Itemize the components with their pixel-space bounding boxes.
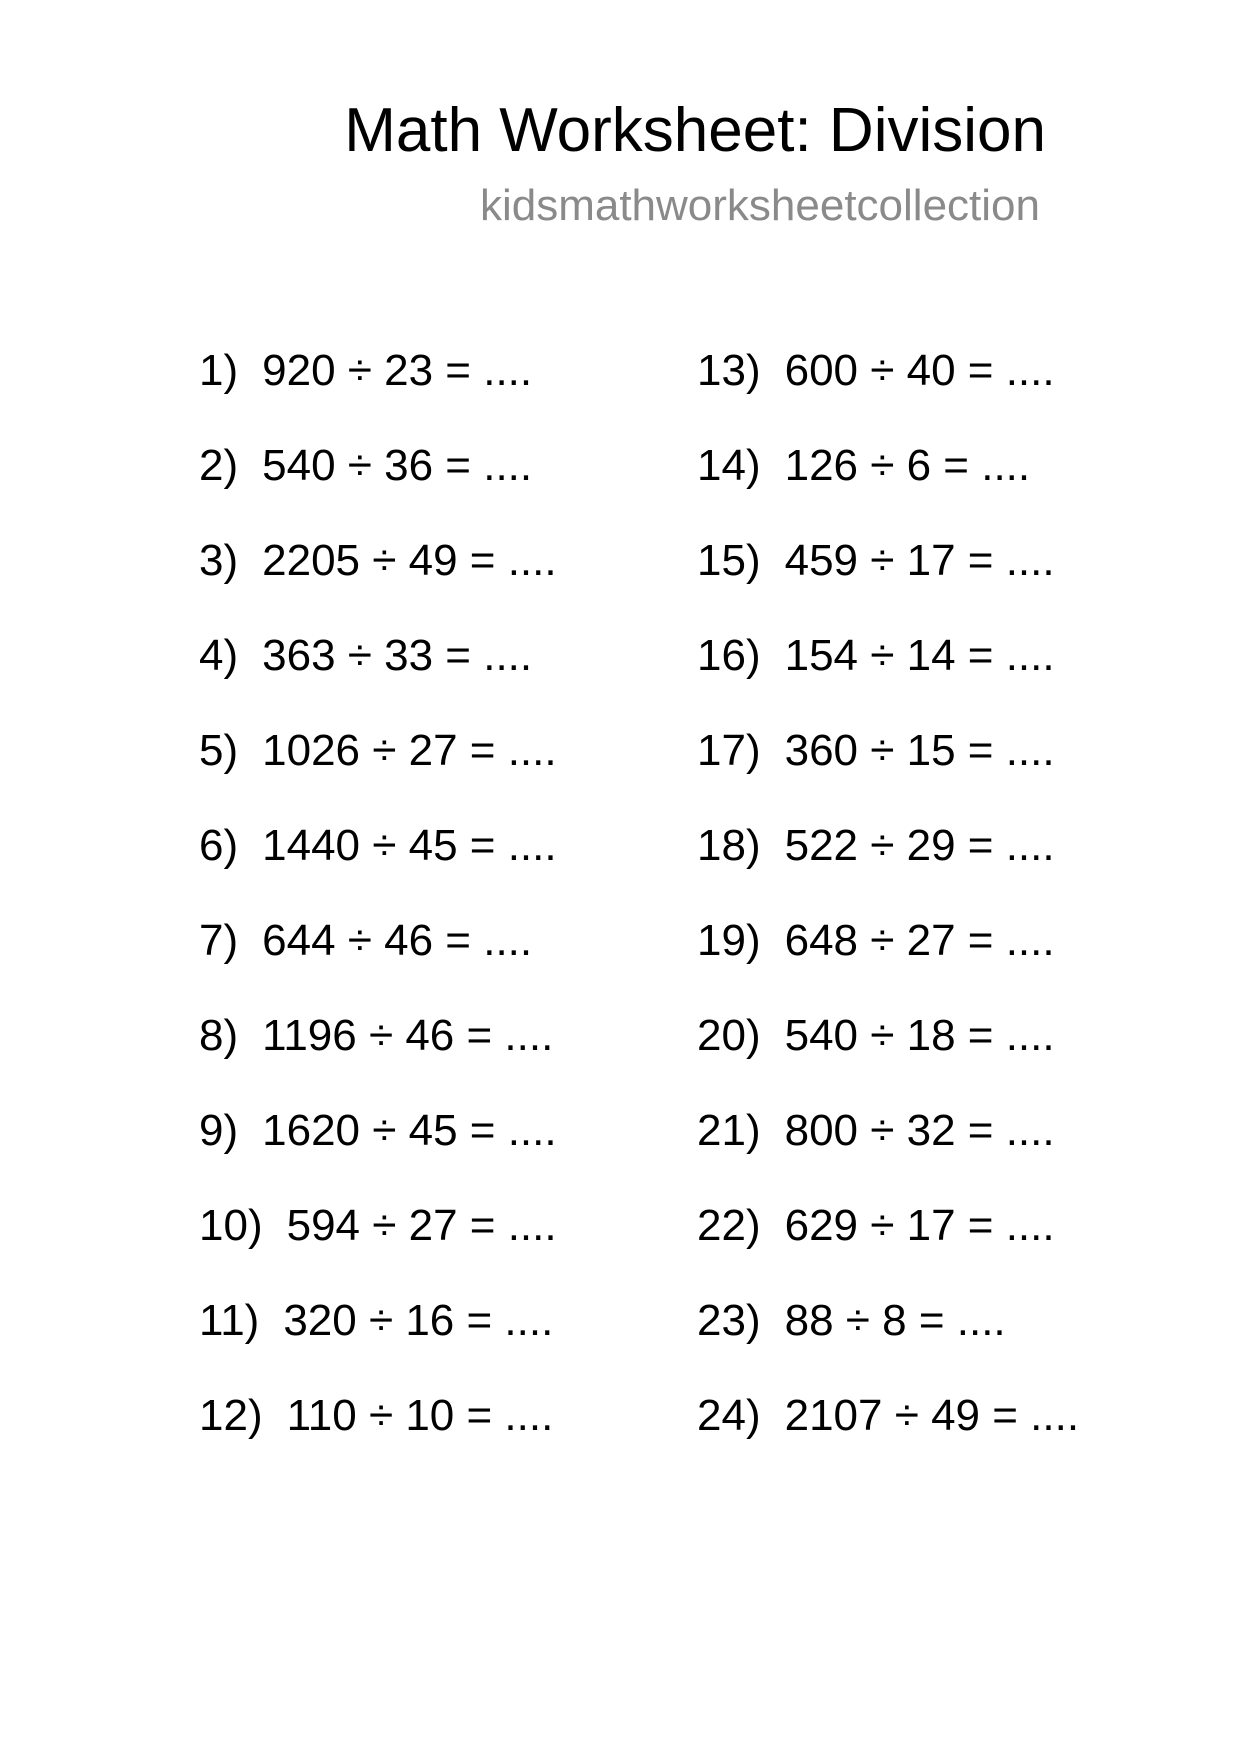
problem-number: 12)	[199, 1391, 263, 1440]
problem-number: 17)	[697, 726, 761, 775]
problem-number: 3)	[199, 536, 239, 585]
problem-expression: 522 ÷ 29 = ....	[784, 821, 1055, 870]
problem-item	[697, 915, 1079, 1010]
problem-number: 16)	[697, 631, 761, 680]
problem-expression: 1440 ÷ 45 = ....	[262, 821, 557, 870]
problem-expression: 540 ÷ 18 = ....	[784, 1011, 1055, 1060]
problem-item	[697, 630, 1079, 725]
problem-number: 7)	[199, 916, 239, 965]
problem-item	[697, 1200, 1079, 1295]
problem-item	[199, 630, 557, 725]
problem-expression: 540 ÷ 36 = ....	[262, 441, 533, 490]
problem-expression: 800 ÷ 32 = ....	[784, 1106, 1055, 1155]
problem-expression: 629 ÷ 17 = ....	[784, 1201, 1055, 1250]
problem-number: 19)	[697, 916, 761, 965]
problem-expression: 920 ÷ 23 = ....	[262, 346, 533, 395]
problem-item	[199, 440, 557, 535]
problem-expression: 320 ÷ 16 = ....	[283, 1296, 554, 1345]
problem-column-right	[697, 345, 1079, 1485]
problem-number: 4)	[199, 631, 239, 680]
problem-item	[199, 1390, 557, 1485]
problem-expression: 1196 ÷ 46 = ....	[262, 1011, 554, 1060]
problem-item	[697, 1010, 1079, 1105]
problem-expression: 1620 ÷ 45 = ....	[262, 1106, 557, 1155]
problem-expression: 644 ÷ 46 = ....	[262, 916, 533, 965]
problem-item	[199, 1010, 557, 1105]
problem-item	[697, 1105, 1079, 1200]
problem-item	[199, 535, 557, 630]
problem-number: 5)	[199, 726, 239, 775]
problem-number: 18)	[697, 821, 761, 870]
problem-expression: 2107 ÷ 49 = ....	[784, 1391, 1080, 1440]
problem-column-left	[199, 345, 557, 1485]
problem-item	[697, 820, 1079, 915]
problem-number: 22)	[697, 1201, 761, 1250]
problem-item	[697, 535, 1079, 630]
problem-expression: 110 ÷ 10 = ....	[286, 1391, 554, 1440]
problem-expression: 126 ÷ 6 = ....	[784, 441, 1031, 490]
problem-expression: 88 ÷ 8 = ....	[784, 1296, 1006, 1345]
problem-expression: 1026 ÷ 27 = ....	[262, 726, 557, 775]
page-title: Math Worksheet: Division	[344, 96, 1046, 165]
problem-number: 1)	[199, 346, 239, 395]
problem-number: 10)	[199, 1201, 263, 1250]
problem-item	[697, 1295, 1079, 1390]
problem-number: 8)	[199, 1011, 239, 1060]
problem-item	[199, 820, 557, 915]
problem-item	[199, 915, 557, 1010]
problem-expression: 600 ÷ 40 = ....	[784, 346, 1055, 395]
problem-number: 9)	[199, 1106, 239, 1155]
problem-number: 14)	[697, 441, 761, 490]
problem-number: 13)	[697, 346, 761, 395]
problem-expression: 363 ÷ 33 = ....	[262, 631, 533, 680]
problem-expression: 594 ÷ 27 = ....	[286, 1201, 557, 1250]
problem-item	[697, 345, 1079, 440]
problem-item	[199, 1200, 557, 1295]
problem-expression: 648 ÷ 27 = ....	[784, 916, 1055, 965]
problem-item	[697, 1390, 1079, 1485]
problem-expression: 459 ÷ 17 = ....	[784, 536, 1055, 585]
problem-number: 2)	[199, 441, 239, 490]
problem-item	[697, 725, 1079, 820]
problem-expression: 2205 ÷ 49 = ....	[262, 536, 557, 585]
problem-expression: 154 ÷ 14 = ....	[784, 631, 1055, 680]
problem-number: 20)	[697, 1011, 761, 1060]
problem-item	[199, 1295, 557, 1390]
problem-number: 11)	[199, 1296, 260, 1345]
problem-item	[199, 345, 557, 440]
problem-item	[697, 440, 1079, 535]
problem-number: 21)	[697, 1106, 761, 1155]
problem-number: 6)	[199, 821, 239, 870]
problem-number: 24)	[697, 1391, 761, 1440]
problem-number: 23)	[697, 1296, 761, 1345]
problem-item	[199, 1105, 557, 1200]
page-subtitle: kidsmathworksheetcollection	[479, 181, 1040, 230]
problem-item	[199, 725, 557, 820]
problem-number: 15)	[697, 536, 761, 585]
problem-expression: 360 ÷ 15 = ....	[784, 726, 1055, 775]
